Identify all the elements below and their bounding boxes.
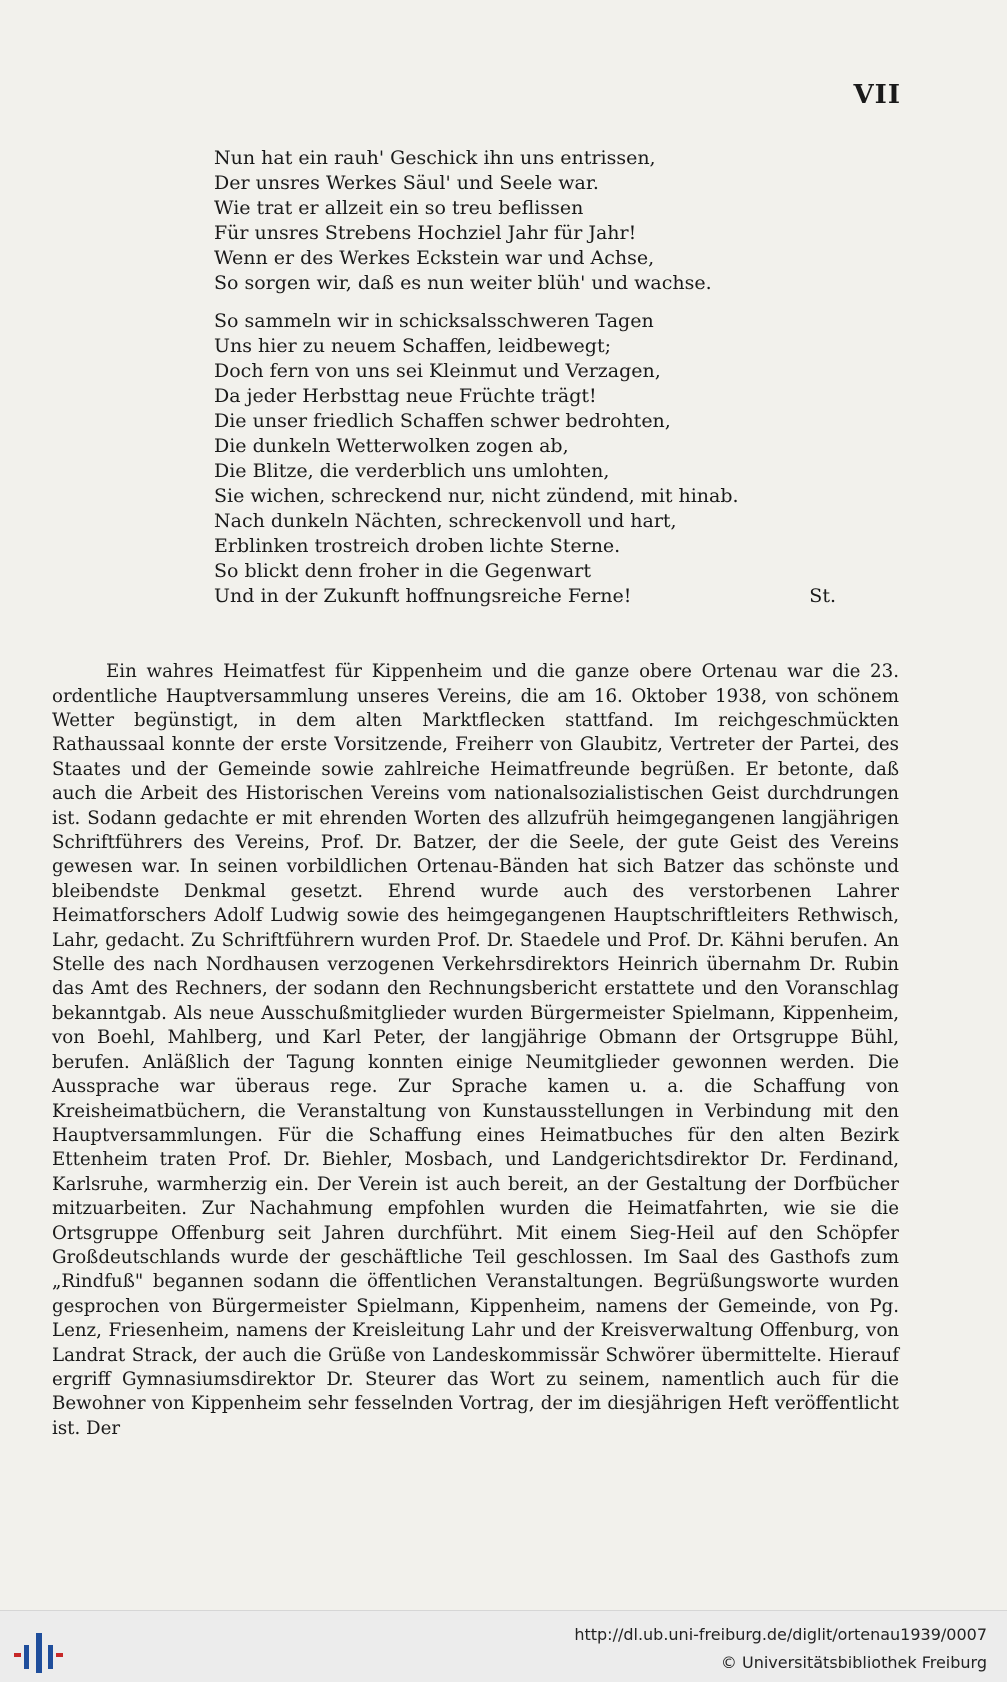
poem-line: Die Blitze, die verderblich uns umlohten, [214, 460, 610, 482]
logo-dash-left [14, 1653, 21, 1657]
poem-line: Doch fern von uns sei Kleinmut und Verzagen, [214, 360, 661, 382]
poem-line: So blickt denn froher in die Gegenwart [214, 560, 591, 582]
poem-line: Nun hat ein rauh' Geschick ihn uns entrissen, [214, 147, 656, 169]
poem-line: Nach dunkeln Nächten, schreckenvoll und hart, [214, 510, 677, 532]
poem-line: Für unsres Strebens Hochziel Jahr für Jahr! [214, 222, 637, 244]
poem-line: Die unser friedlich Schaffen schwer bedrohten, [214, 410, 671, 432]
poem-line: Der unsres Werkes Säul' und Seele war. [214, 172, 599, 194]
poem-line: Sie wichen, schreckend nur, nicht zündend, mit hinab. [214, 485, 739, 507]
poem-stanza [214, 309, 854, 609]
logo-bar-center [36, 1633, 42, 1673]
logo-bar-left [24, 1645, 29, 1669]
poem-line: Wie trat er allzeit ein so treu beflissen [214, 197, 584, 219]
poem [214, 146, 854, 622]
poem-last-line [214, 584, 854, 609]
poem-line: So sammeln wir in schicksalsschweren Tagen [214, 310, 654, 332]
permalink-url[interactable]: http://dl.ub.uni-freiburg.de/diglit/ortenau1939/0007 [574, 1625, 987, 1644]
logo-bar-right [48, 1645, 53, 1669]
poem-line: Und in der Zukunft hoffnungsreiche Ferne! [214, 585, 632, 607]
poem-signature: St. [809, 585, 836, 607]
footer-bar [0, 1610, 1007, 1682]
ub-freiburg-logo-icon [12, 1625, 68, 1677]
poem-stanza [214, 146, 854, 296]
poem-line: Uns hier zu neuem Schaffen, leidbewegt; [214, 335, 611, 357]
poem-line: Wenn er des Werkes Eckstein war und Achse, [214, 247, 655, 269]
article-paragraph: Ein wahres Heimatfest für Kippenheim und die ganze obere Ortenau war die 23. ordentliche Hauptversammlung unseres Vereins, die am 16. Oktober 1938, von schönem Wetter begünstigt, in dem alten Marktflecken stattfand. Im reichgeschmückten Rathaussaal konnte der erste Vorsitzende, Freiherr von Glaubitz, Vertreter der Partei, des Staates und der Gemeinde sowie zahlreiche Heimatfreunde begrüßen. Er betonte, daß auch die Arbeit des Historischen Vereins vom nationalsozialistischen Geist durchdrungen ist. Sodann gedachte er mit ehrenden Worten des allzufrüh heimgegangenen langjährigen Schriftführers des Vereins, Prof. Dr. Batzer, der die Seele, der gute Geist des Vereins gewesen war. In seinen vorbildlichen Ortenau-Bänden hat sich Batzer das schönste und bleibendste Denkmal gesetzt. Ehrend wurde auch des verstorbenen Lahrer Heimatforschers Adolf Ludwig sowie des heimgegangenen Hauptschriftleiters Rethwisch, Lahr, gedacht. Zu Schriftführern wurden Prof. Dr. Staedele und Prof. Dr. Kähni berufen. An Stelle des nach Nordhausen verzogenen Verkehrsdirektors Heinrich übernahm Dr. Rubin das Amt des Rechners, der sodann den Rechnungsbericht erstattete und den Voranschlag bekanntgab. Als neue Ausschußmitglieder wurden Bürgermeister Spielmann, Kippenheim, von Boehl, Mahlberg, und Karl Peter, der langjährige Obmann der Ortsgruppe Bühl, berufen. Anläßlich der Tagung konnten einige Neumitglieder gewonnen werden. Die Aussprache war überaus rege. Zur Sprache kamen u. a. die Schaffung von Kreisheimatbüchern, die Veranstaltung von Kunstausstellungen in Verbindung mit den Hauptversammlungen. Für die Schaffung eines Heimatbuches für den alten Bezirk Ettenheim traten Prof. Dr. Biehler, Mosbach, und Landgerichtsdirektor Dr. Ferdinand, Karlsruhe, warmherzig ein. Der Verein ist auch bereit, an der Gestaltung der Dorfbücher mitzuarbeiten. Zur Nachahmung empfohlen wurden die Heimatfahrten, wie sie die Ortsgruppe Offenburg seit Jahren durchführt. Mit einem Sieg-Heil auf den Schöpfer Großdeutschlands wurde der geschäftliche Teil geschlossen. Im Saal des Gasthofs zum „Rindfuß" begannen sodann die öffentlichen Veranstaltungen. Begrüßungsworte wurden gesprochen von Bürgermeister Spielmann, Kippenheim, namens der Gemeinde, von Pg. Lenz, Friesenheim, namens der Kreisleitung Lahr und der Kreisverwaltung Offenburg, von Landrat Strack, der auch die Grüße von Landeskommissär Schwörer übermittelte. Hierauf ergriff Gymnasiumsdirektor Dr. Steurer das Wort zu seinem, namentlich auch für die Bewohner von Kippenheim sehr fesselnden Vortrag, der im diesjährigen Heft veröffentlicht ist. Der [52, 661, 899, 1439]
page-number: VII [853, 80, 901, 110]
poem-line: Die dunkeln Wetterwolken zogen ab, [214, 435, 569, 457]
poem-line: Da jeder Herbsttag neue Früchte trägt! [214, 385, 597, 407]
logo-dash-right [56, 1653, 63, 1657]
poem-line: So sorgen wir, daß es nun weiter blüh' und wachse. [214, 272, 712, 294]
copyright-notice: © Universitätsbibliothek Freiburg [720, 1653, 987, 1672]
poem-line: Erblinken trostreich droben lichte Sterne. [214, 535, 621, 557]
